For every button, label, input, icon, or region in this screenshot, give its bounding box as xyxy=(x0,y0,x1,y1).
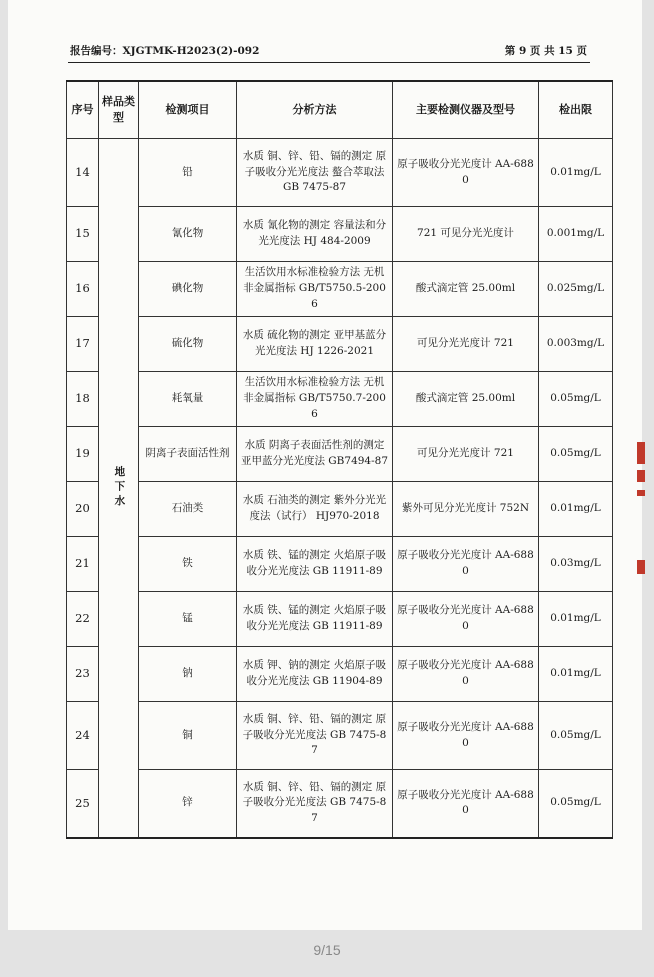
analysis-method: 生活饮用水标准检验方法 无机非金属指标 GB/T5750.5-2006 xyxy=(237,262,393,317)
detection-limit: 0.01mg/L xyxy=(539,482,613,537)
detection-item: 锌 xyxy=(139,770,237,838)
analysis-method: 水质 铁、锰的测定 火焰原子吸收分光光度法 GB 11911-89 xyxy=(237,592,393,647)
row-number: 22 xyxy=(67,592,99,647)
instrument-model: 原子吸收分光光度计 AA-6880 xyxy=(393,770,539,838)
table-row xyxy=(67,372,613,427)
analysis-method: 水质 钾、钠的测定 火焰原子吸收分光光度法 GB 11904-89 xyxy=(237,647,393,702)
page-indicator: 9/15 xyxy=(313,942,341,958)
instrument-model: 原子吸收分光光度计 AA-6880 xyxy=(393,592,539,647)
analysis-method: 水质 铜、锌、铅、镉的测定 原子吸收分光光度法 GB 7475-87 xyxy=(237,770,393,838)
instrument-model: 721 可见分光光度计 xyxy=(393,207,539,262)
detection-item: 石油类 xyxy=(139,482,237,537)
instrument-model: 原子吸收分光光度计 AA-6880 xyxy=(393,139,539,207)
instrument-model: 可见分光光度计 721 xyxy=(393,427,539,482)
col-header-item: 检测项目 xyxy=(139,81,237,139)
row-number: 25 xyxy=(67,770,99,838)
header-divider xyxy=(68,62,590,63)
detection-item: 铅 xyxy=(139,139,237,207)
detection-item: 阴离子表面活性剂 xyxy=(139,427,237,482)
analysis-method: 水质 氰化物的测定 容量法和分光光度法 HJ 484-2009 xyxy=(237,207,393,262)
row-number: 15 xyxy=(67,207,99,262)
analysis-method: 水质 铁、锰的测定 火焰原子吸收分光光度法 GB 11911-89 xyxy=(237,537,393,592)
detection-limit: 0.01mg/L xyxy=(539,592,613,647)
analysis-method: 生活饮用水标准检验方法 无机非金属指标 GB/T5750.7-2006 xyxy=(237,372,393,427)
instrument-model: 可见分光光度计 721 xyxy=(393,317,539,372)
col-header-sample-type: 样品类型 xyxy=(99,81,139,139)
instrument-model: 原子吸收分光光度计 AA-6880 xyxy=(393,702,539,770)
col-header-no: 序号 xyxy=(67,81,99,139)
report-header xyxy=(70,40,587,60)
table-body xyxy=(67,139,613,838)
table-row xyxy=(67,702,613,770)
detection-limit: 0.003mg/L xyxy=(539,317,613,372)
table-row xyxy=(67,427,613,482)
stamp-fragment xyxy=(637,560,645,574)
table-row xyxy=(67,207,613,262)
table-row xyxy=(67,592,613,647)
detection-limit: 0.05mg/L xyxy=(539,702,613,770)
row-number: 23 xyxy=(67,647,99,702)
report-number: 报告编号：XJGTMK-H2023(2)-092 xyxy=(70,45,260,57)
table-row xyxy=(67,537,613,592)
page-info: 第 9 页 共 15 页 xyxy=(504,45,587,57)
detection-limit: 0.025mg/L xyxy=(539,262,613,317)
stamp-fragment xyxy=(637,442,645,464)
document-page xyxy=(8,0,642,930)
detection-item: 碘化物 xyxy=(139,262,237,317)
row-number: 20 xyxy=(67,482,99,537)
instrument-model: 原子吸收分光光度计 AA-6880 xyxy=(393,537,539,592)
col-header-limit: 检出限 xyxy=(539,81,613,139)
detection-limit: 0.03mg/L xyxy=(539,537,613,592)
table-row xyxy=(67,262,613,317)
analysis-method: 水质 阴离子表面活性剂的测定 亚甲蓝分光光度法 GB7494-87 xyxy=(237,427,393,482)
detection-item: 氰化物 xyxy=(139,207,237,262)
row-number: 16 xyxy=(67,262,99,317)
row-number: 21 xyxy=(67,537,99,592)
row-number: 18 xyxy=(67,372,99,427)
detection-limit: 0.05mg/L xyxy=(539,427,613,482)
row-number: 19 xyxy=(67,427,99,482)
detection-item: 铜 xyxy=(139,702,237,770)
row-number: 17 xyxy=(67,317,99,372)
table-row xyxy=(67,770,613,838)
row-number: 14 xyxy=(67,139,99,207)
analysis-method: 水质 硫化物的测定 亚甲基蓝分光光度法 HJ 1226-2021 xyxy=(237,317,393,372)
detection-limit: 0.001mg/L xyxy=(539,207,613,262)
row-number: 24 xyxy=(67,702,99,770)
detection-limit: 0.05mg/L xyxy=(539,372,613,427)
analysis-method: 水质 铜、锌、铅、镉的测定 原子吸收分光光度法 螯合萃取法 GB 7475-87 xyxy=(237,139,393,207)
col-header-instrument: 主要检测仪器及型号 xyxy=(393,81,539,139)
analysis-method: 水质 铜、锌、铅、镉的测定 原子吸收分光光度法 GB 7475-87 xyxy=(237,702,393,770)
table-row xyxy=(67,139,613,207)
instrument-model: 酸式滴定管 25.00ml xyxy=(393,262,539,317)
table-row xyxy=(67,317,613,372)
table-row xyxy=(67,482,613,537)
detection-item: 锰 xyxy=(139,592,237,647)
table-header-row xyxy=(67,81,613,139)
detection-limit: 0.01mg/L xyxy=(539,647,613,702)
detection-limit: 0.01mg/L xyxy=(539,139,613,207)
stamp-fragment xyxy=(637,470,645,482)
instrument-model: 紫外可见分光光度计 752N xyxy=(393,482,539,537)
sample-type-cell: 地下水 xyxy=(99,139,139,838)
detection-item: 钠 xyxy=(139,647,237,702)
detection-item: 硫化物 xyxy=(139,317,237,372)
detection-method-table xyxy=(66,80,613,839)
detection-item: 耗氧量 xyxy=(139,372,237,427)
table-row xyxy=(67,647,613,702)
analysis-method: 水质 石油类的测定 紫外分光光度法（试行） HJ970-2018 xyxy=(237,482,393,537)
detection-limit: 0.05mg/L xyxy=(539,770,613,838)
instrument-model: 酸式滴定管 25.00ml xyxy=(393,372,539,427)
col-header-method: 分析方法 xyxy=(237,81,393,139)
instrument-model: 原子吸收分光光度计 AA-6880 xyxy=(393,647,539,702)
detection-item: 铁 xyxy=(139,537,237,592)
stamp-fragment xyxy=(637,490,645,496)
